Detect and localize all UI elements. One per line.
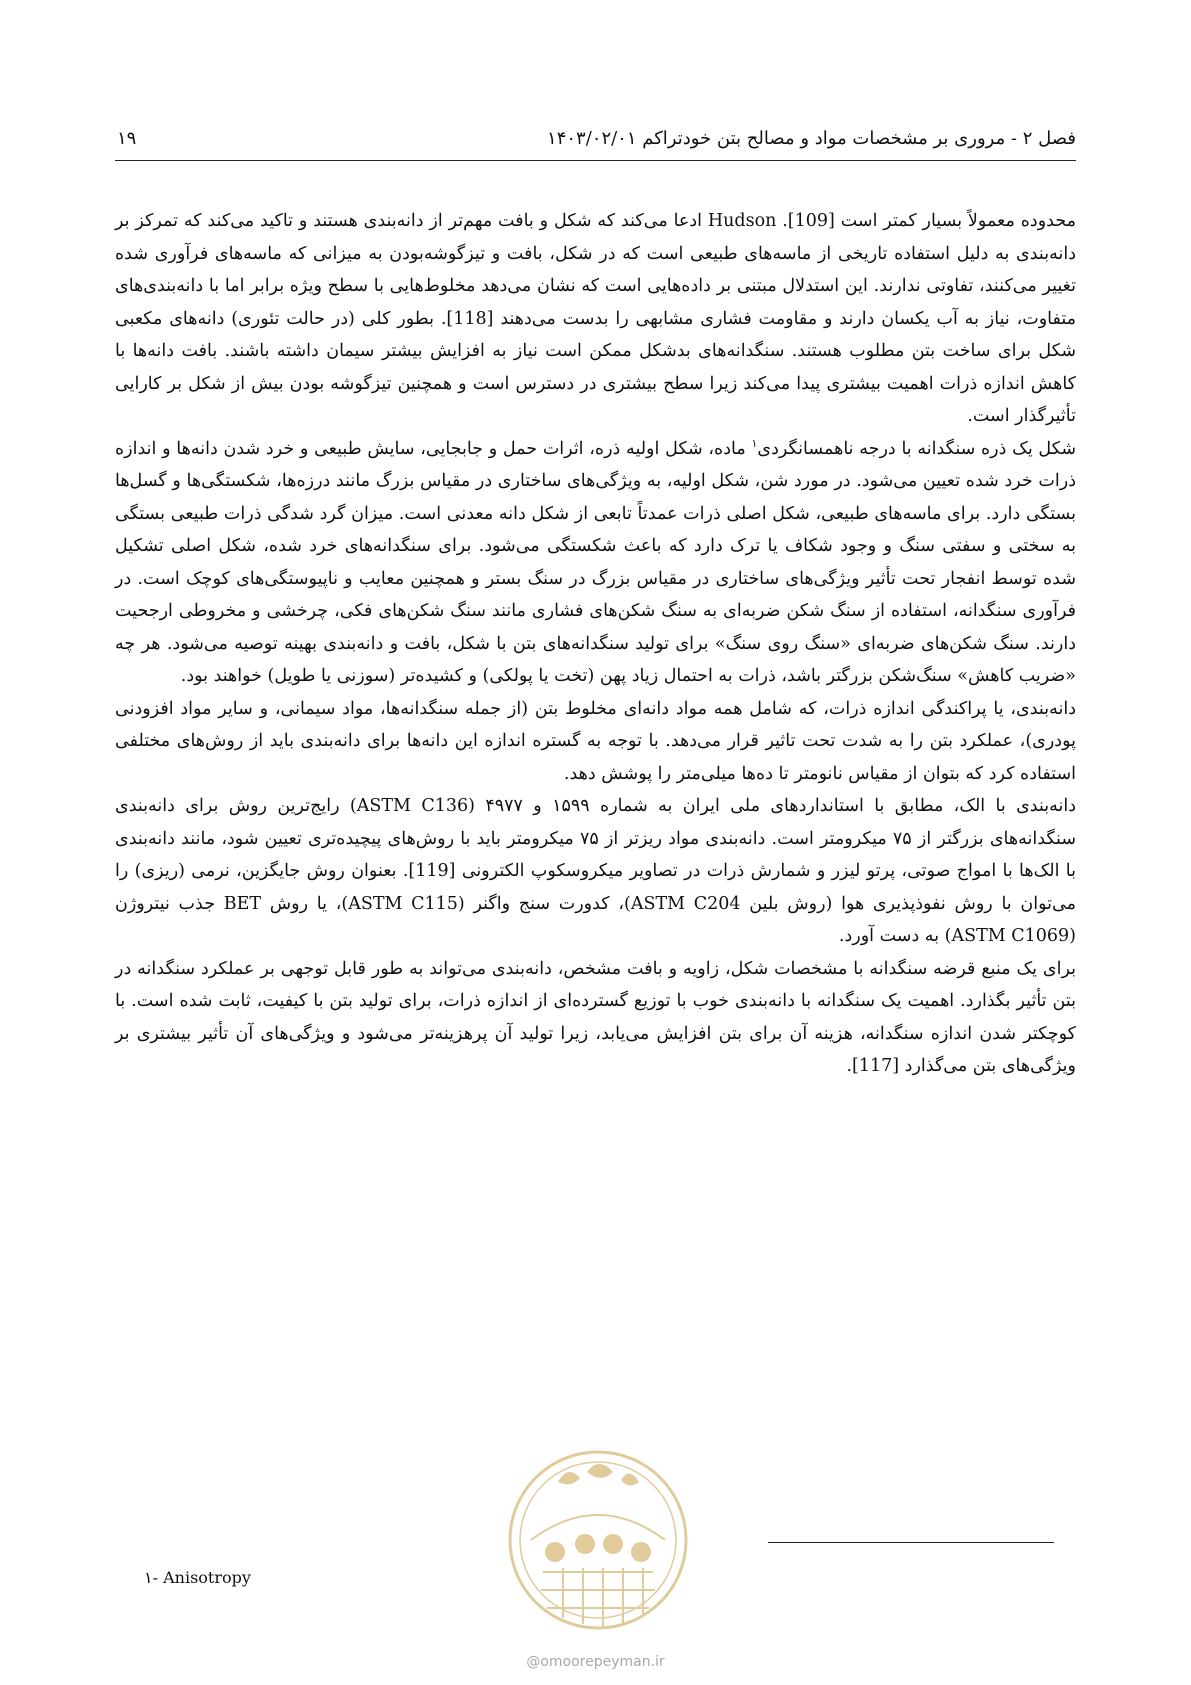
footnote-number: ۱- bbox=[144, 1568, 158, 1587]
paragraph-aggregate-source: برای یک منبع قرضه سنگدانه با مشخصات شکل، زاویه و بافت مشخص، دانه‌بندی می‌تواند به طور قابل توجهی بر عملکرد سنگدانه در بتن تأثیر بگذارد. اهمیت یک سنگدانه با دانه‌بندی خوب با توزیع گسترده‌ای از اندازه ذرات، برای تولید بتن با کیفیت، ثابت شده است. با کوچکتر شدن اندازه سنگدانه، هزینه آن برای بتن افزایش می‌یابد، زیرا تولید آن پرهزینه‌تر می‌شود و ویژگی‌های آن تأثیر بیشتری بر ویژگی‌های بتن می‌گذارد [117]. bbox=[115, 958, 1076, 1076]
paragraph-text-rest: ماده، شکل اولیه ذره، اثرات حمل و جابجایی، سایش طبیعی و خرد شدن دانه‌ها و اندازه ذرات خرد شده تعیین می‌شود. در مورد شن، شکل اولیه، به ویژگی‌های ساختاری در مقیاس بزرگ مانند درزه‌ها، شکستگی‌ها و گسل‌ها بستگی دارد. برای ماسه‌های طبیعی، شکل اصلی ذرات عمدتاً تابعی از شکل دانه معدنی است. میزان گرد شدگی ذرات طبیعی بستگی به سختی و سفتی سنگ و وجود شکاف یا ترک دارد که باعث شکستگی می‌شود. برای سنگدانه‌های خرد شده، شکل اصلی تشکیل شده توسط انفجار تحت تأثیر ویژگی‌های ساختاری در مقیاس بزرگ در سنگ بستر و همچنین معایب و ناپیوستگی‌های کوچک است. در فرآوری سنگدانه، استفاده از سنگ شکن ضربه‌ای به سنگ شکن‌های فشاری مانند سنگ شکن‌های فکی، چرخشی و مخروطی ارجحیت دارند. سنگ شکن‌های ضربه‌ای «سنگ روی سنگ» برای تولید سنگدانه‌های بتن با شکل، بافت و دانه‌بندی بهینه توصیه می‌شود. هر چه «ضریب کاهش» سنگ‌شکن بزرگتر باشد، ذرات به احتمال زیاد پهن (تخت یا پولکی) و کشیده‌تر (سوزنی یا طویل) خواهند بود. bbox=[115, 438, 1076, 686]
running-header bbox=[115, 126, 1076, 161]
page-number: ۱۹ bbox=[117, 128, 137, 149]
footnote bbox=[144, 1568, 251, 1587]
paragraph-particle-shape bbox=[115, 433, 1076, 693]
paragraph-sieve-analysis: دانه‌بندی با الک، مطابق با استانداردهای ملی ایران به شماره ۱۵۹۹ و ۴۹۷۷ (ASTM C136) رایج‌ترین روش برای دانه‌بندی سنگدانه‌های بزرگتر از ۷۵ میکرومتر است. دانه‌بندی مواد ریزتر از ۷۵ میکرومتر باید با روش‌های پیچیده‌تری تعیین شود، مانند دانه‌بندی با الک‌ها با امواج صوتی، پرتو لیزر و شمارش ذرات در تصاویر میکروسکوپ الکترونی [119]. بعنوان روش جایگزین، نرمی (ریزی) را می‌توان با روش نفوذپذیری هوا (روش بلین ASTM C204)، کدورت سنج واگنر (ASTM C115)، یا روش BET جذب نیتروژن (ASTM C1069) به دست آورد. bbox=[115, 796, 1077, 946]
paragraph-shape-texture: محدوده معمولاً بسیار کمتر است [109]. Hudson ادعا می‌کند که شکل و بافت مهم‌تر از دانه‌بندی هستند و تاکید می‌کند که تمرکز بر دانه‌بندی به دلیل استفاده تاریخی از ماسه‌های طبیعی است که در شکل، بافت و تیزگوشه‌بودن به میزانی که ماسه‌های فرآوری شده تغییر می‌کنند، تفاوتی ندارند. این استدلال مبتنی بر داده‌هایی است که نشان می‌دهد مخلوط‌هایی با سطح ویژه برابر اما با دانه‌بندی‌های متفاوت، نیاز به آب یکسان دارند و مقاومت فشاری مشابهی را بدست می‌دهند [118]. بطور کلی (در حالت تئوری) دانه‌های مکعبی شکل برای ساخت بتن مطلوب هستند. سنگدانه‌های بدشکل ممکن است نیاز به افزایش بیشتر سیمان داشته باشند. بافت دانه‌ها با کاهش اندازه ذرات اهمیت بیشتری پیدا می‌کند زیرا سطح بیشتری در دسترس است و همچنین تیزگوشه بودن بیش از شکل بر کارایی تأثیرگذار است. bbox=[115, 211, 1076, 426]
watermark-url: @omoorepeyman.ir bbox=[526, 1654, 665, 1670]
footnote-separator bbox=[768, 1542, 1054, 1543]
publisher-logo-seal bbox=[503, 1440, 693, 1640]
paragraph-text-start: شکل یک ذره سنگدانه با درجه ناهمسانگردی bbox=[757, 438, 1076, 459]
paragraph-gradation: دانه‌بندی، یا پراکندگی اندازه ذرات، که شامل همه مواد دانه‌ای مخلوط بتن (از جمله سنگدانه‌ها، مواد سیمانی، و سایر مواد افزودنی پودری)، عملکرد بتن را به شدت تحت تاثیر قرار می‌دهد. با توجه به گستره اندازه این دانه‌ها برای دانه‌بندی باید از روش‌های مختلفی استفاده کرد که بتوان از مقیاس نانومتر تا ده‌ها میلی‌متر را پوشش دهد. bbox=[115, 698, 1076, 784]
chapter-title: فصل ۲ - مروری بر مشخصات مواد و مصالح بتن خودتراکم ۱۴۰۳/۰۲/۰۱ bbox=[547, 128, 1076, 149]
footnote-text: Anisotropy bbox=[163, 1568, 251, 1587]
main-text bbox=[115, 205, 1076, 1083]
footnote-reference[interactable]: ۱ bbox=[751, 436, 758, 450]
